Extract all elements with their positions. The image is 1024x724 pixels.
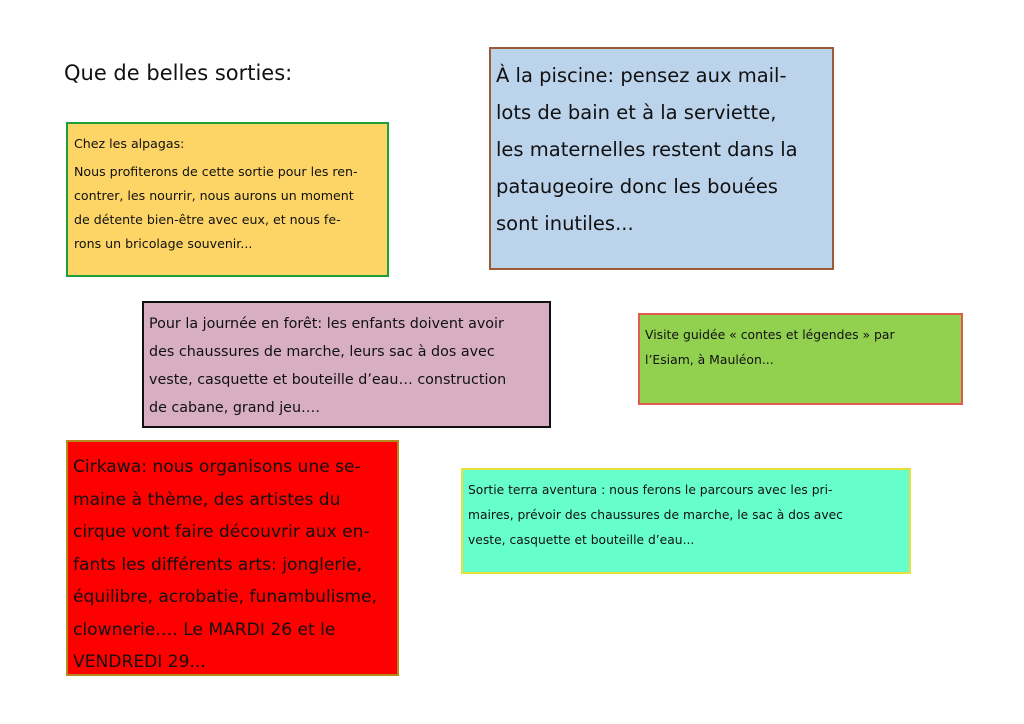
alpagas-text-line: rons un bricolage souvenir...	[74, 236, 253, 251]
foret-text-line: Pour la journée en forêt: les enfants doivent avoir	[149, 316, 504, 332]
alpagas-title: Chez les alpagas:	[74, 136, 185, 151]
box-cirkawa	[66, 440, 399, 676]
piscine-text-line: sont inutiles...	[496, 212, 634, 235]
visite-text-line: l’Esiam, à Mauléon...	[645, 352, 774, 367]
cirkawa-text-line: équilibre, acrobatie, funambulisme,	[73, 587, 377, 607]
foret-text-line: des chaussures de marche, leurs sac à dos avec	[149, 344, 495, 360]
terra-text-line: veste, casquette et bouteille d’eau...	[468, 533, 695, 547]
box-visite-guidee	[638, 313, 963, 405]
box-alpagas	[66, 122, 389, 277]
cirkawa-text-line: Cirkawa: nous organisons une se-	[73, 457, 361, 477]
cirkawa-text-line: VENDREDI 29...	[73, 652, 206, 672]
box-piscine	[489, 47, 834, 270]
terra-text-line: Sortie terra aventura : nous ferons le parcours avec les pri-	[468, 483, 833, 497]
box-terra-aventura	[461, 468, 911, 574]
cirkawa-text-line: maine à thème, des artistes du	[73, 489, 341, 510]
piscine-text-line: pataugeoire donc les bouées	[496, 175, 778, 198]
terra-text-line: maires, prévoir des chaussures de marche, le sac à dos avec	[468, 508, 843, 522]
visite-text-line: Visite guidée « contes et légendes » par	[645, 327, 895, 342]
piscine-text-line: lots de bain et à la serviette,	[496, 101, 777, 124]
cirkawa-text-line: clownerie…. Le MARDI 26 et le	[73, 619, 336, 640]
cirkawa-text-line: fants les différents arts: jonglerie,	[73, 554, 363, 575]
cirkawa-text-line: cirque vont faire découvrir aux en-	[73, 522, 370, 542]
piscine-text-line: les maternelles restent dans la	[496, 138, 798, 161]
piscine-text-line: À la piscine: pensez aux mail-	[496, 64, 787, 87]
foret-text-line: de cabane, grand jeu….	[149, 400, 320, 416]
foret-text-line: veste, casquette et bouteille d’eau… construction	[149, 372, 507, 388]
box-foret	[142, 301, 551, 428]
alpagas-text-line: de détente bien-être avec eux, et nous fe-	[74, 212, 341, 227]
page-heading: Que de belles sorties:	[64, 61, 293, 85]
alpagas-text-line: Nous profiterons de cette sortie pour les ren-	[74, 164, 358, 179]
alpagas-text-line: contrer, les nourrir, nous aurons un moment	[74, 188, 354, 203]
